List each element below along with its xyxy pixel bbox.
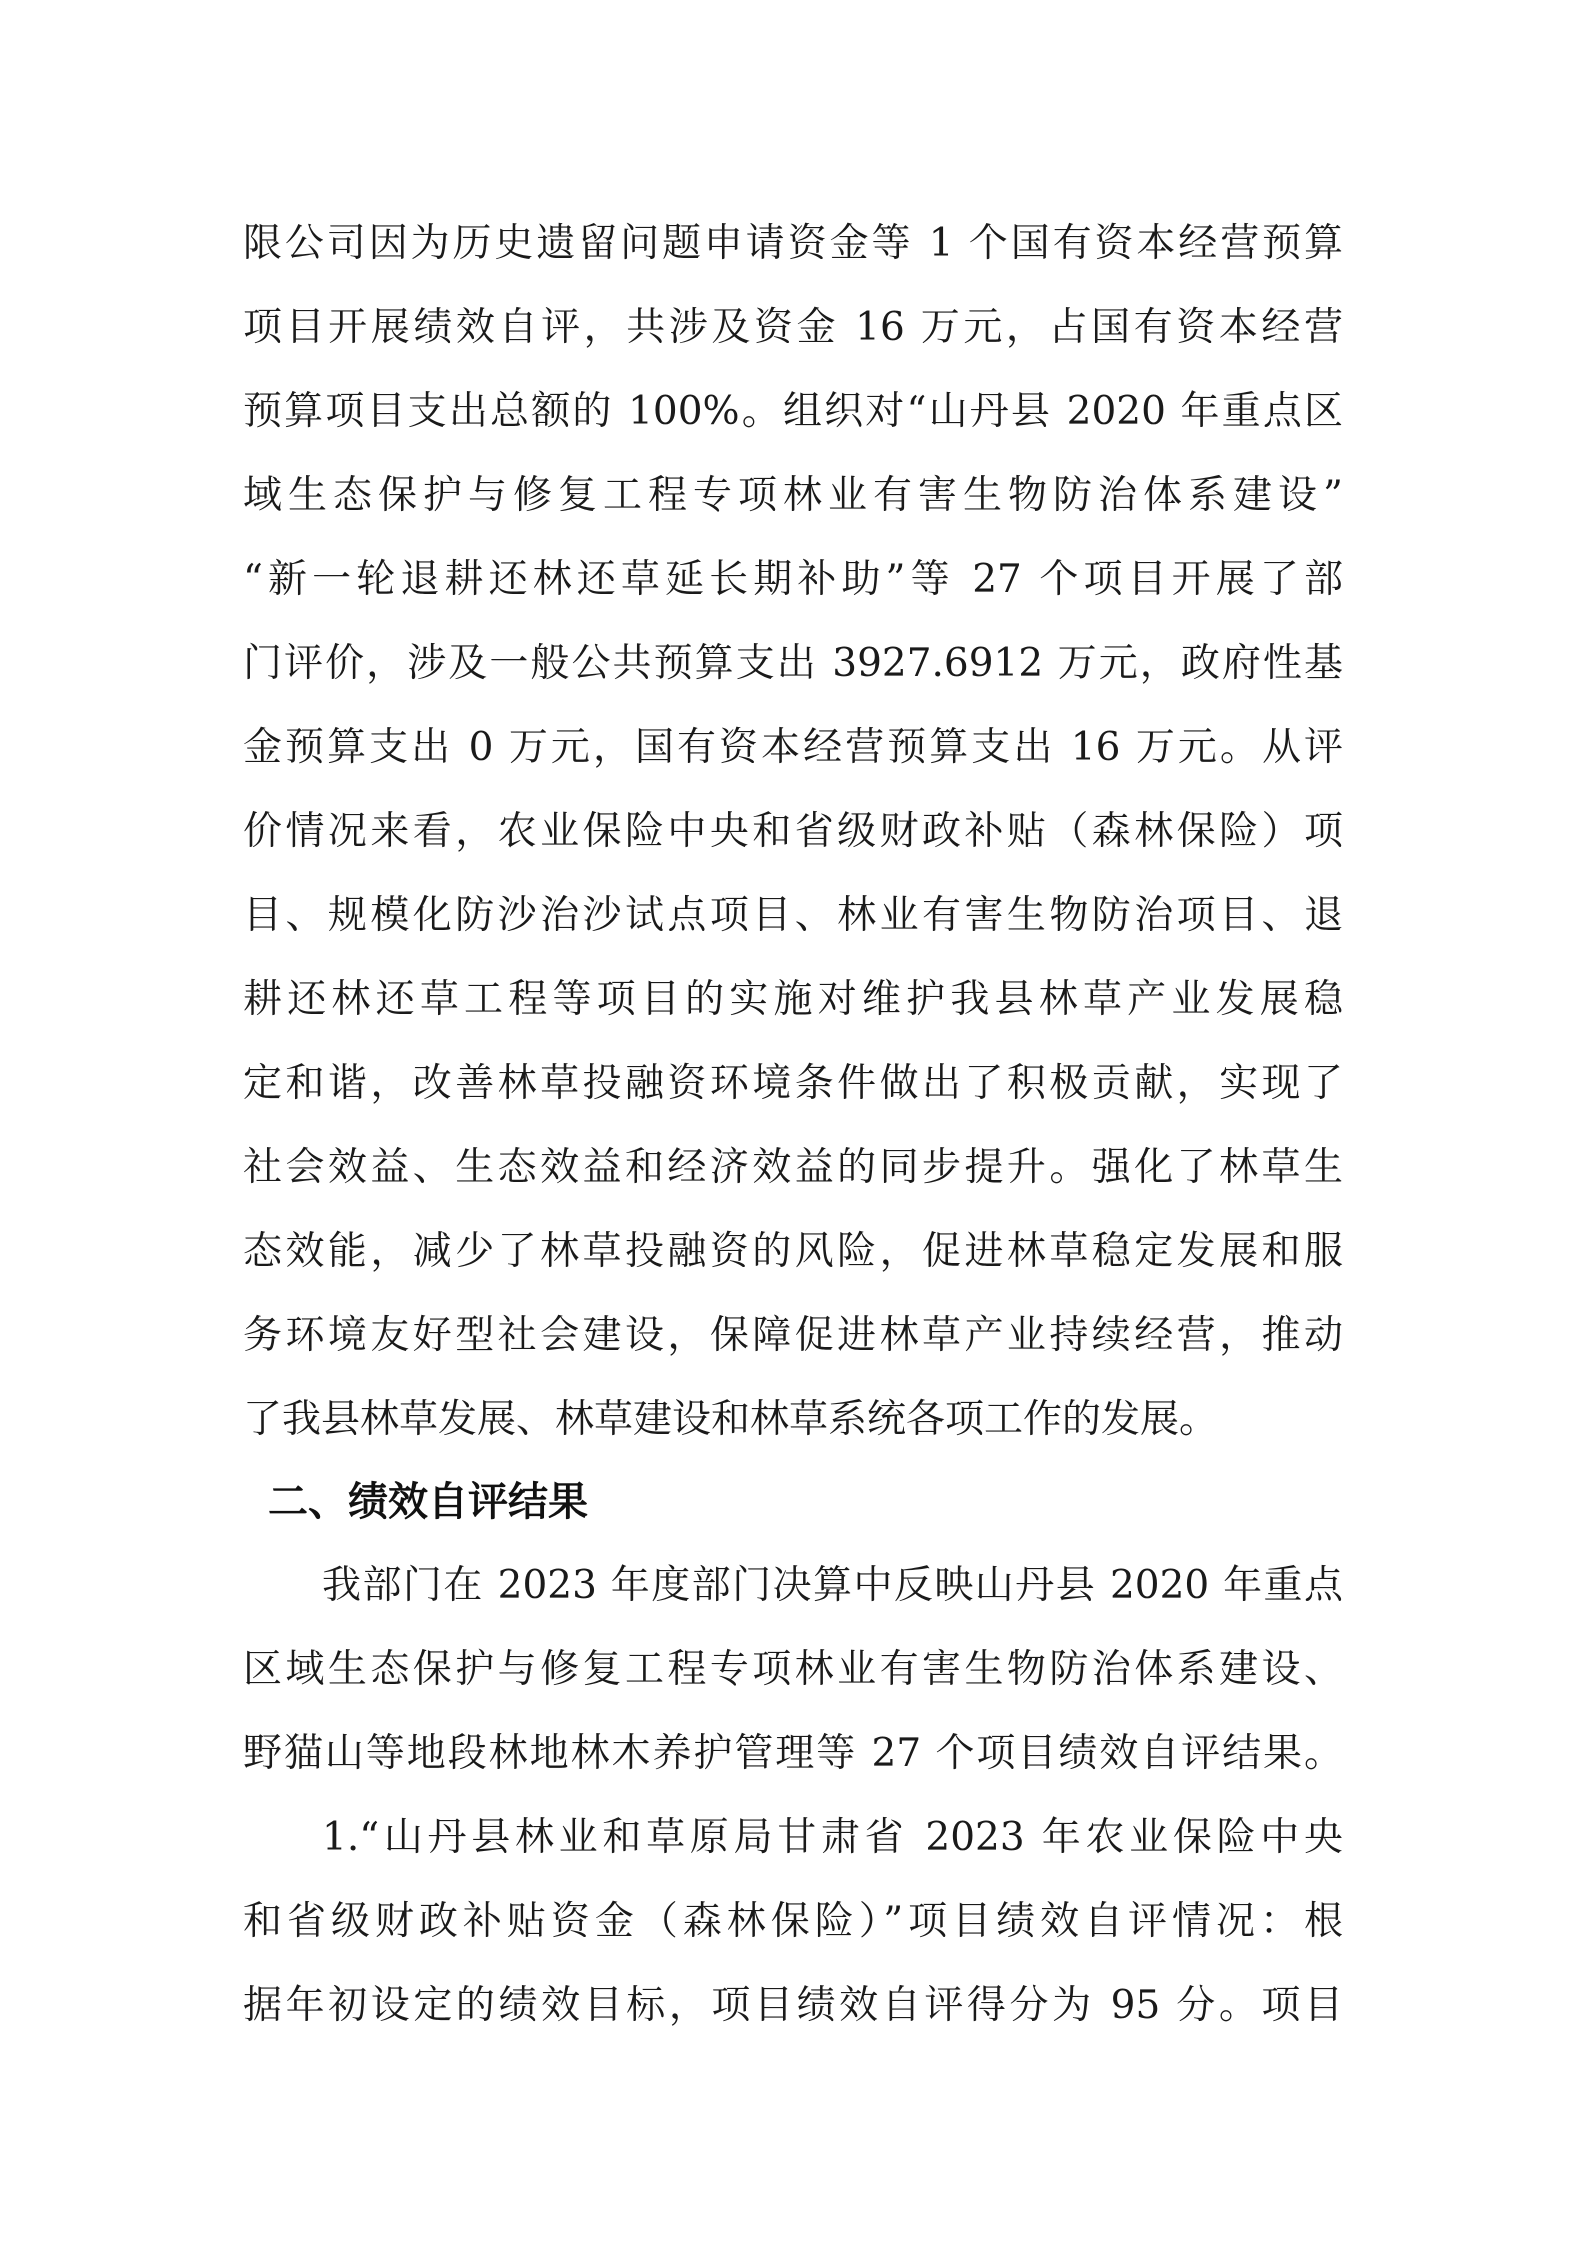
body-text-line: 限公司因为历史遗留问题申请资金等 1 个国有资本经营预算 [243, 221, 1343, 266]
body-text-line: 我部门在 2023 年度部门决算中反映山丹县 2020 年重点 [322, 1563, 1343, 1608]
body-text-line: 和省级财政补贴资金（森林保险）”项目绩效自评情况：根 [243, 1899, 1343, 1944]
body-text-line: 了我县林草发展、林草建设和林草系统各项工作的发展。 [243, 1397, 1219, 1442]
body-text-line: 区域生态保护与修复工程专项林业有害生物防治体系建设、 [243, 1647, 1343, 1692]
body-text-line: “新一轮退耕还林还草延长期补助”等 27 个项目开展了部 [243, 557, 1343, 602]
body-text-line: 据年初设定的绩效目标，项目绩效自评得分为 95 分。项目 [243, 1983, 1343, 2028]
body-text-line: 预算项目支出总额的 100%。组织对“山丹县 2020 年重点区 [243, 389, 1343, 434]
body-text-line: 务环境友好型社会建设，保障促进林草产业持续经营，推动 [243, 1313, 1343, 1358]
body-text-line: 社会效益、生态效益和经济效益的同步提升。强化了林草生 [243, 1145, 1343, 1190]
body-text-line: 态效能，减少了林草投融资的风险，促进林草稳定发展和服 [243, 1229, 1343, 1274]
body-text-line: 项目开展绩效自评，共涉及资金 16 万元，占国有资本经营 [243, 305, 1343, 350]
body-text-line: 域生态保护与修复工程专项林业有害生物防治体系建设” [243, 473, 1343, 518]
body-text-line: 门评价，涉及一般公共预算支出 3927.6912 万元，政府性基 [243, 641, 1343, 686]
body-text-line: 目、规模化防沙治沙试点项目、林业有害生物防治项目、退 [243, 893, 1343, 938]
body-text-line: 价情况来看，农业保险中央和省级财政补贴（森林保险）项 [243, 809, 1343, 854]
section-heading: 二、绩效自评结果 [268, 1479, 588, 1525]
body-text-line: 耕还林还草工程等项目的实施对维护我县林草产业发展稳 [243, 977, 1343, 1022]
body-text-line: 金预算支出 0 万元，国有资本经营预算支出 16 万元。从评 [243, 725, 1343, 770]
body-text-line: 定和谐，改善林草投融资环境条件做出了积极贡献，实现了 [243, 1061, 1343, 1106]
body-text-line: 野猫山等地段林地林木养护管理等 27 个项目绩效自评结果。 [243, 1731, 1343, 1776]
body-text-line: 1.“山丹县林业和草原局甘肃省 2023 年农业保险中央 [322, 1815, 1343, 1860]
